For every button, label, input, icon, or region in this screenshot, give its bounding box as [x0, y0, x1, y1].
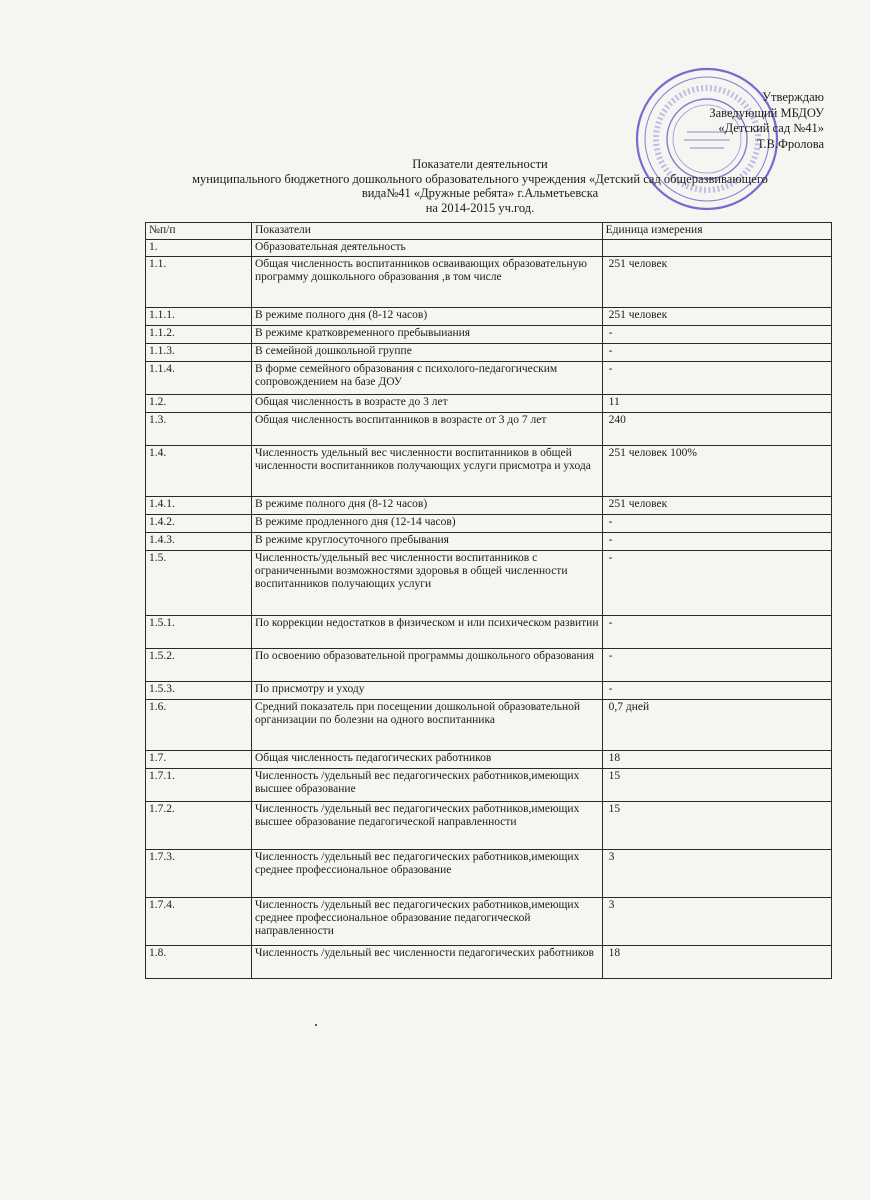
header-cell-indicators: Показатели [252, 223, 603, 240]
row-number-cell: 1.4. [146, 446, 252, 497]
row-unit-cell: 251 человек 100% [602, 446, 831, 497]
row-unit-cell: - [602, 551, 831, 616]
table-row [146, 946, 832, 979]
row-number-cell: 1.4.2. [146, 515, 252, 533]
row-unit-cell: 251 человек [602, 497, 831, 515]
title-line-1: Показатели деятельности [412, 157, 548, 171]
row-unit-cell: - [602, 649, 831, 682]
row-unit-cell: 15 [602, 802, 831, 850]
row-number-cell: 1.4.3. [146, 533, 252, 551]
row-unit-cell: 11 [602, 395, 831, 413]
row-number-cell: 1.6. [146, 700, 252, 751]
row-number-cell: 1.1.1. [146, 308, 252, 326]
row-indicator-cell: Численность /удельный вес численности педагогических работников [252, 946, 603, 979]
table-row [146, 326, 832, 344]
row-number-cell: 1. [146, 240, 252, 257]
row-number-cell: 1.7.1. [146, 769, 252, 802]
table-row [146, 308, 832, 326]
row-indicator-cell: Общая численность воспитанников осваивающих образовательную программу дошкольного образования ,в том числе [252, 257, 603, 308]
row-number-cell: 1.5.2. [146, 649, 252, 682]
table-row [146, 751, 832, 769]
table-row [146, 497, 832, 515]
table-row [146, 898, 832, 946]
title-line-3: вида№41 «Дружные ребята» г.Альметьевска [361, 186, 599, 200]
table-row [146, 515, 832, 533]
row-unit-cell: - [602, 616, 831, 649]
table-row [146, 682, 832, 700]
row-number-cell: 1.2. [146, 395, 252, 413]
table-header-row [146, 223, 832, 240]
row-unit-cell: - [602, 515, 831, 533]
row-indicator-cell: В семейной дошкольной группе [252, 344, 603, 362]
row-unit-cell: - [602, 344, 831, 362]
row-unit-cell: - [602, 362, 831, 395]
table-row [146, 413, 832, 446]
row-number-cell: 1.5. [146, 551, 252, 616]
row-number-cell: 1.1.3. [146, 344, 252, 362]
approval-line: Утверждаю [762, 90, 824, 104]
row-unit-cell: 251 человек [602, 308, 831, 326]
table-row [146, 240, 832, 257]
table-row [146, 395, 832, 413]
row-indicator-cell: По освоению образовательной программы дошкольного образования [252, 649, 603, 682]
table-row [146, 616, 832, 649]
row-number-cell: 1.4.1. [146, 497, 252, 515]
approval-signatory: Т.В.Фролова [757, 136, 824, 151]
row-indicator-cell: Общая численность педагогических работников [252, 751, 603, 769]
approval-organization: «Детский сад №41» [718, 121, 824, 135]
row-number-cell: 1.7.3. [146, 850, 252, 898]
row-unit-cell: - [602, 326, 831, 344]
row-indicator-cell: В режиме полного дня (8-12 часов) [252, 308, 603, 326]
table-row [146, 551, 832, 616]
table-row [146, 649, 832, 682]
row-number-cell: 1.7.4. [146, 898, 252, 946]
table-row [146, 802, 832, 850]
row-number-cell: 1.8. [146, 946, 252, 979]
row-indicator-cell: Численность /удельный вес педагогических работников,имеющих высшее образование педагогической направленности [252, 802, 603, 850]
row-indicator-cell: Численность /удельный вес педагогических работников,имеющих среднее профессиональное образование педагогической направленности [252, 898, 603, 946]
row-indicator-cell: Численность удельный вес численности воспитанников в общей численности воспитанников получающих услуги присмотра и ухода [252, 446, 603, 497]
table-row [146, 257, 832, 308]
row-number-cell: 1.1.2. [146, 326, 252, 344]
row-number-cell: 1.5.3. [146, 682, 252, 700]
row-indicator-cell: По коррекции недостатков в физическом и или психическом развитии [252, 616, 603, 649]
row-indicator-cell: Общая численность воспитанников в возрасте от 3 до 7 лет [252, 413, 603, 446]
table-row [146, 850, 832, 898]
row-unit-cell: 15 [602, 769, 831, 802]
row-unit-cell: - [602, 682, 831, 700]
title-line-2: муниципального бюджетного дошкольного образовательного учреждения «Детский сад общеразвивающего [192, 171, 768, 186]
row-indicator-cell: В режиме продленного дня (12-14 часов) [252, 515, 603, 533]
row-indicator-cell: Образовательная деятельность [252, 240, 603, 257]
row-number-cell: 1.1.4. [146, 362, 252, 395]
row-unit-cell: 18 [602, 946, 831, 979]
table-row [146, 533, 832, 551]
row-indicator-cell: Общая численность в возрасте до 3 лет [252, 395, 603, 413]
row-unit-cell: 251 человек [602, 257, 831, 308]
row-indicator-cell: В форме семейного образования с психолого-педагогическим сопровождением на базе ДОУ [252, 362, 603, 395]
row-indicator-cell: По присмотру и уходу [252, 682, 603, 700]
table-row [146, 362, 832, 395]
table-row [146, 700, 832, 751]
row-unit-cell: 3 [602, 850, 831, 898]
ink-speck [315, 1024, 317, 1026]
row-number-cell: 1.1. [146, 257, 252, 308]
header-cell-unit: Единица измерения [602, 223, 831, 240]
row-indicator-cell: В режиме круглосуточного пребывания [252, 533, 603, 551]
row-number-cell: 1.5.1. [146, 616, 252, 649]
row-indicator-cell: Численность /удельный вес педагогических работников,имеющих высшее образование [252, 769, 603, 802]
row-unit-cell: - [602, 533, 831, 551]
approval-position: Заведующий МБДОУ [709, 105, 824, 120]
row-indicator-cell: Численность /удельный вес педагогических работников,имеющих среднее профессиональное образование [252, 850, 603, 898]
row-number-cell: 1.7. [146, 751, 252, 769]
row-indicator-cell: Численность/удельный вес численности воспитанников с ограниченными возможностями здоровья в общей численности воспитанников получающих услуги [252, 551, 603, 616]
row-unit-cell [602, 240, 831, 257]
row-unit-cell: 0,7 дней [602, 700, 831, 751]
header-cell-number: №п/п [146, 223, 252, 240]
title-line-4: на 2014-2015 уч.год. [425, 200, 535, 215]
table-row [146, 446, 832, 497]
table-row [146, 769, 832, 802]
row-number-cell: 1.3. [146, 413, 252, 446]
document-title [120, 157, 840, 215]
approval-block [640, 90, 824, 152]
row-unit-cell: 18 [602, 751, 831, 769]
row-number-cell: 1.7.2. [146, 802, 252, 850]
row-unit-cell: 3 [602, 898, 831, 946]
row-unit-cell: 240 [602, 413, 831, 446]
row-indicator-cell: Средний показатель при посещении дошкольной образовательной организации по болезни на одного воспитанника [252, 700, 603, 751]
table-row [146, 344, 832, 362]
indicators-table [145, 222, 832, 979]
row-indicator-cell: В режиме кратковременного пребывыиания [252, 326, 603, 344]
row-indicator-cell: В режиме полного дня (8-12 часов) [252, 497, 603, 515]
